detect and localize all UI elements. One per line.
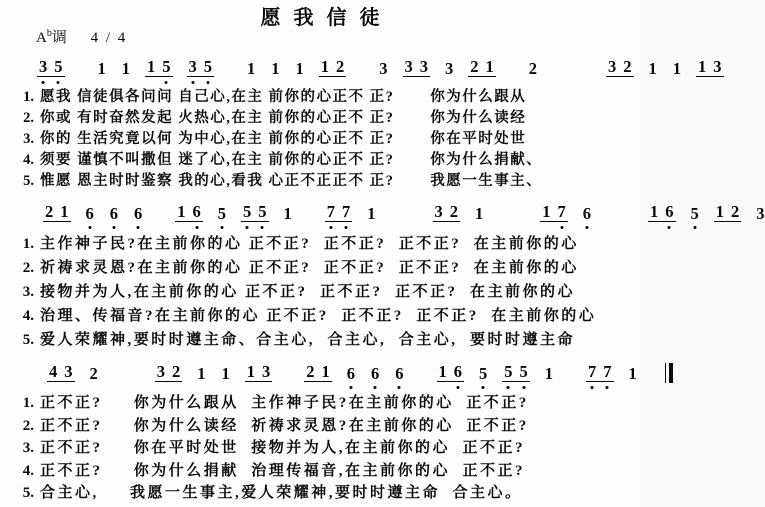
note: 2	[45, 201, 54, 221]
note: 1	[648, 58, 657, 78]
verse-text: 爱人荣耀神,要时时遵主命、合主心, 合主心, 合主心, 要时时遵主命	[40, 332, 576, 348]
note: 6	[192, 201, 201, 221]
note: 7	[342, 201, 351, 221]
note: 2	[336, 56, 345, 76]
note-group	[155, 361, 183, 383]
note-group	[47, 361, 75, 383]
note: 1	[320, 56, 329, 76]
note-group	[245, 361, 273, 383]
verse-number: 3.	[22, 440, 34, 456]
verse-line	[10, 108, 630, 129]
note: 1	[650, 201, 659, 221]
verse-number: 4.	[22, 462, 34, 479]
verse-number: 1.	[23, 89, 34, 105]
note-group	[187, 56, 215, 78]
note: 3	[434, 201, 443, 221]
note: 2	[731, 201, 740, 221]
music-system	[10, 200, 765, 352]
note: 3	[188, 56, 197, 76]
notation-line	[36, 200, 765, 223]
verse-number: 4.	[23, 152, 34, 168]
note-group	[304, 361, 332, 383]
note: 6	[134, 203, 143, 223]
verse-text: 你或 有时奋然发起 火热心,在主 前你的心正不 正? 你为什么读经	[40, 110, 527, 126]
note-group	[502, 361, 530, 383]
note: 1	[247, 58, 256, 78]
verse-text: 惟愿 恩主时时鉴察 我的心,看我 心正不正正不 正? 我愿一生事主、	[40, 173, 543, 189]
note: 2	[306, 361, 315, 381]
note-group	[37, 56, 65, 78]
verse-line	[10, 437, 630, 460]
note: 7	[588, 361, 597, 381]
note: 5	[690, 203, 699, 223]
verse-number: 2.	[22, 260, 34, 276]
score	[10, 55, 765, 505]
note: 6	[346, 363, 355, 383]
note: 6	[109, 203, 118, 223]
note: 1	[672, 58, 681, 78]
note: 7	[603, 361, 612, 381]
note: 3	[445, 58, 454, 78]
note: 6	[85, 203, 94, 223]
note: 1	[246, 361, 255, 381]
verse-text: 愿我 信徒俱各问问 自己心,在主 前你的心正不 正? 你为什么跟从	[40, 89, 527, 105]
note: 1	[177, 201, 186, 221]
note: 3	[262, 361, 271, 381]
note: 1	[542, 201, 551, 221]
note: 6	[395, 363, 404, 383]
verse-text: 主作神子民?在主前你的心 正不正? 正不正? 正不正? 在主前你的心	[40, 236, 579, 252]
note: 1	[715, 201, 724, 221]
note: 1	[485, 56, 494, 76]
note: 3	[404, 56, 413, 76]
note: 6	[453, 361, 462, 381]
music-system	[10, 360, 637, 505]
verse-line	[10, 171, 630, 192]
note-group	[325, 201, 353, 223]
verse-text: 祈祷求灵恩?在主前你的心 正不正? 正不正? 正不正? 在主前你的心	[40, 260, 579, 276]
verse-line	[10, 87, 630, 108]
verse-text: 正不正? 你为什么跟从 主作神子民?在主前你的心 正不正?	[40, 395, 529, 411]
key-word: 调	[51, 30, 67, 46]
note: 6	[582, 203, 591, 223]
note: 1	[197, 363, 206, 383]
note: 1	[628, 363, 637, 383]
note: 1	[147, 56, 156, 76]
note: 1	[121, 58, 130, 78]
note: 2	[172, 361, 181, 381]
note: 1	[271, 58, 280, 78]
note: 1	[295, 58, 304, 78]
verse-line	[10, 150, 630, 171]
verse-line	[10, 482, 630, 505]
verse-number: 5.	[22, 332, 34, 348]
note-group	[175, 201, 203, 223]
verse-number: 4.	[22, 308, 34, 324]
verse-text: 合主心, 我愿一生事主,爱人荣耀神,要时时遵主命 合主心。	[40, 485, 523, 501]
note: 1	[221, 363, 230, 383]
note: 1	[544, 363, 553, 383]
note-group	[586, 361, 614, 383]
verse-text: 接物并为人,在主前你的心 正不正? 正不正? 正不正? 在主前你的心	[40, 284, 576, 300]
final-barline-thin	[665, 363, 667, 383]
note: 5	[258, 201, 267, 221]
verse-text: 正不正? 你在平时处世 接物并为人,在主前你的心 正不正?	[40, 440, 526, 456]
verse-line	[10, 256, 630, 280]
final-barline	[665, 363, 674, 383]
verse-line	[10, 328, 630, 352]
verse-number: 5.	[22, 485, 34, 501]
note: 1	[97, 58, 106, 78]
verse-number: 2.	[23, 110, 34, 126]
note: 2	[623, 56, 632, 76]
verse-number: 1.	[22, 236, 34, 252]
note-group	[319, 56, 347, 78]
note-group	[540, 201, 568, 223]
note-group	[714, 201, 742, 223]
verse-line	[10, 415, 630, 438]
note: 1	[698, 56, 707, 76]
note: 3	[713, 56, 722, 76]
note: 1	[475, 203, 484, 223]
verse-line	[10, 392, 630, 415]
note: 2	[89, 363, 98, 383]
note: 1	[283, 203, 292, 223]
note: 1	[321, 361, 330, 381]
verse-text: 治理、传福音?在主前你的心 正不正? 正不正? 正不正? 在主前你的心	[40, 308, 597, 324]
note: 5	[54, 56, 63, 76]
note: 2	[528, 58, 537, 78]
note-group	[241, 201, 269, 223]
note: 3	[419, 56, 428, 76]
verse-text: 正不正? 你为什么读经 祈祷求灵恩?在主前你的心 正不正?	[40, 417, 529, 434]
note: 5	[479, 363, 488, 383]
note: 1	[60, 201, 69, 221]
note-group	[43, 201, 71, 223]
note: 5	[504, 361, 513, 381]
music-system	[10, 55, 722, 192]
verse-number: 2.	[22, 417, 34, 434]
note-group	[648, 201, 676, 223]
note-group	[403, 56, 431, 78]
note: 3	[379, 58, 388, 78]
note-group	[696, 56, 724, 78]
notation-line	[30, 55, 722, 78]
final-barline-thick	[669, 363, 674, 383]
verse-text: 正不正? 你为什么捐献 治理传福音,在主前你的心 正不正?	[40, 462, 526, 479]
note: 5	[519, 361, 528, 381]
note: 6	[665, 201, 674, 221]
note: 3	[64, 361, 73, 381]
note: 2	[470, 56, 479, 76]
note-group	[437, 361, 465, 383]
note-group	[433, 201, 461, 223]
time-signature: 4 / 4	[90, 30, 128, 46]
note: 7	[326, 201, 335, 221]
note: 5	[243, 201, 252, 221]
note: 7	[557, 201, 566, 221]
verse-number: 3.	[23, 131, 34, 147]
verse-line	[10, 460, 630, 483]
note: 2	[449, 201, 458, 221]
verse-line	[10, 280, 630, 304]
note: 3	[39, 56, 48, 76]
note-group	[468, 56, 496, 78]
note: 5	[217, 203, 226, 223]
hymn-title: 愿我信徒	[260, 7, 393, 29]
note: 4	[49, 361, 58, 381]
verse-text: 你的 生活究竟以何 为中心,在主 前你的心正不 正? 你在平时处世	[40, 131, 527, 147]
notation-line	[40, 360, 637, 383]
note: 3	[608, 56, 617, 76]
key-letter: A	[36, 30, 47, 46]
verse-number: 3.	[22, 284, 34, 300]
verse-line	[10, 304, 630, 328]
note: 6	[371, 363, 380, 383]
verse-line	[10, 232, 630, 256]
note: 1	[438, 361, 447, 381]
flat-symbol: b	[46, 28, 52, 39]
note: 5	[162, 56, 171, 76]
note: 1	[367, 203, 376, 223]
verse-number: 5.	[23, 173, 34, 189]
note-group	[606, 56, 634, 78]
verse-text: 须要 谨慎不叫撒但 迷了心,在主 前你的心正不 正? 你为什么捐献、	[40, 152, 543, 168]
note: 3	[756, 203, 765, 223]
note: 5	[203, 56, 212, 76]
verse-line	[10, 129, 630, 150]
note-group	[145, 56, 173, 78]
verse-number: 1.	[22, 395, 34, 411]
note: 3	[156, 361, 165, 381]
